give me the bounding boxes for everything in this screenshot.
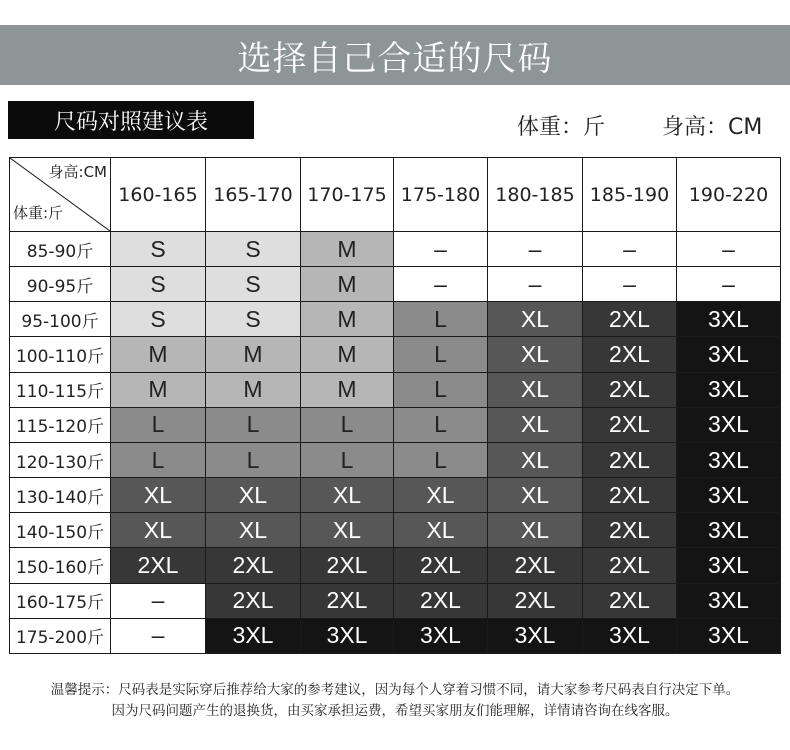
size-cell: 3XL bbox=[583, 618, 677, 653]
size-cell: M bbox=[301, 337, 394, 372]
size-cell: M bbox=[206, 337, 301, 372]
size-cell: XL bbox=[488, 337, 583, 372]
size-cell: 3XL bbox=[677, 302, 781, 337]
footnote bbox=[0, 680, 790, 722]
footnote-line-1: 温馨提示：尺码表是实际穿后推荐给大家的参考建议，因为每个人穿着习惯不同，请大家参考尺码表自行决定下单。 bbox=[50, 682, 740, 698]
size-cell: 2XL bbox=[206, 583, 301, 618]
size-cell: 2XL bbox=[301, 583, 394, 618]
size-cell: M bbox=[111, 337, 206, 372]
height-column-header: 160-165 bbox=[111, 158, 206, 232]
weight-row-header: 90-95斤 bbox=[10, 267, 111, 302]
weight-row-header: 85-90斤 bbox=[10, 232, 111, 267]
size-cell: – bbox=[488, 267, 583, 302]
table-row bbox=[10, 372, 781, 407]
size-cell: L bbox=[394, 372, 488, 407]
size-cell: S bbox=[206, 267, 301, 302]
height-column-header: 170-175 bbox=[301, 158, 394, 232]
size-cell: XL bbox=[488, 372, 583, 407]
weight-row-header: 160-175斤 bbox=[10, 583, 111, 618]
size-cell: – bbox=[111, 618, 206, 653]
size-cell: XL bbox=[488, 442, 583, 477]
height-column-header: 185-190 bbox=[583, 158, 677, 232]
size-cell: M bbox=[301, 232, 394, 267]
size-cell: 3XL bbox=[206, 618, 301, 653]
size-cell: L bbox=[394, 337, 488, 372]
size-cell: – bbox=[677, 267, 781, 302]
size-cell: – bbox=[394, 232, 488, 267]
table-row bbox=[10, 513, 781, 548]
size-cell: 2XL bbox=[488, 583, 583, 618]
weight-row-header: 115-120斤 bbox=[10, 407, 111, 442]
size-cell: 2XL bbox=[583, 407, 677, 442]
size-cell: – bbox=[111, 583, 206, 618]
size-cell: 3XL bbox=[488, 618, 583, 653]
size-cell: 3XL bbox=[677, 442, 781, 477]
size-cell: 3XL bbox=[677, 548, 781, 583]
size-cell: S bbox=[111, 302, 206, 337]
size-cell: 3XL bbox=[394, 618, 488, 653]
size-cell: 2XL bbox=[583, 442, 677, 477]
size-cell: 3XL bbox=[677, 618, 781, 653]
weight-row-header: 130-140斤 bbox=[10, 478, 111, 513]
size-cell: M bbox=[301, 372, 394, 407]
weight-unit-label: 体重：斤 bbox=[517, 115, 606, 140]
size-cell: 2XL bbox=[583, 583, 677, 618]
size-cell: XL bbox=[206, 478, 301, 513]
size-cell: 3XL bbox=[677, 583, 781, 618]
corner-header-cell bbox=[10, 158, 111, 232]
height-column-header: 175-180 bbox=[394, 158, 488, 232]
size-cell: 3XL bbox=[677, 513, 781, 548]
size-cell: 3XL bbox=[677, 372, 781, 407]
weight-row-header: 175-200斤 bbox=[10, 618, 111, 653]
size-cell: 2XL bbox=[583, 513, 677, 548]
size-cell: S bbox=[111, 232, 206, 267]
size-chart-table bbox=[9, 157, 781, 654]
size-cell: XL bbox=[111, 513, 206, 548]
banner-title: 选择自己合适的尺码 bbox=[237, 38, 553, 79]
footnote-line-2: 因为尺码问题产生的退换货，由买家承担运费，希望买家朋友们能理解，详情请咨询在线客服。 bbox=[111, 703, 679, 719]
size-cell: – bbox=[677, 232, 781, 267]
size-cell: L bbox=[206, 442, 301, 477]
size-cell: 3XL bbox=[677, 337, 781, 372]
table-row bbox=[10, 232, 781, 267]
size-cell: XL bbox=[488, 478, 583, 513]
weight-row-header: 120-130斤 bbox=[10, 442, 111, 477]
size-cell: – bbox=[583, 267, 677, 302]
size-cell: 2XL bbox=[488, 548, 583, 583]
size-cell: XL bbox=[301, 478, 394, 513]
size-cell: 2XL bbox=[583, 372, 677, 407]
size-cell: – bbox=[488, 232, 583, 267]
size-cell: XL bbox=[488, 302, 583, 337]
height-column-header: 180-185 bbox=[488, 158, 583, 232]
size-cell: L bbox=[394, 442, 488, 477]
size-cell: 2XL bbox=[583, 548, 677, 583]
size-cell: L bbox=[301, 442, 394, 477]
table-row bbox=[10, 583, 781, 618]
size-cell: L bbox=[111, 407, 206, 442]
height-column-header: 190-220 bbox=[677, 158, 781, 232]
size-cell: 3XL bbox=[677, 407, 781, 442]
table-row bbox=[10, 548, 781, 583]
size-cell: XL bbox=[394, 478, 488, 513]
corner-height-label: 身高:CM bbox=[48, 163, 107, 181]
size-cell: 2XL bbox=[394, 548, 488, 583]
size-chart-body bbox=[10, 232, 781, 654]
size-cell: L bbox=[301, 407, 394, 442]
size-cell: M bbox=[206, 372, 301, 407]
size-cell: 2XL bbox=[583, 478, 677, 513]
size-cell: 2XL bbox=[583, 302, 677, 337]
size-cell: 3XL bbox=[677, 478, 781, 513]
size-cell: M bbox=[301, 302, 394, 337]
table-row bbox=[10, 407, 781, 442]
size-cell: XL bbox=[488, 407, 583, 442]
header-row bbox=[10, 158, 781, 232]
size-cell: – bbox=[394, 267, 488, 302]
weight-row-header: 110-115斤 bbox=[10, 372, 111, 407]
size-cell: – bbox=[583, 232, 677, 267]
weight-row-header: 100-110斤 bbox=[10, 337, 111, 372]
size-cell: M bbox=[301, 267, 394, 302]
size-cell: 2XL bbox=[394, 583, 488, 618]
table-row bbox=[10, 478, 781, 513]
table-row bbox=[10, 442, 781, 477]
weight-row-header: 95-100斤 bbox=[10, 302, 111, 337]
size-cell: 2XL bbox=[301, 548, 394, 583]
size-cell: XL bbox=[206, 513, 301, 548]
weight-row-header: 140-150斤 bbox=[10, 513, 111, 548]
size-cell: 2XL bbox=[111, 548, 206, 583]
size-cell: L bbox=[206, 407, 301, 442]
size-cell: S bbox=[206, 232, 301, 267]
size-cell: 2XL bbox=[206, 548, 301, 583]
height-unit-label: 身高：CM bbox=[662, 115, 763, 140]
table-title-text: 尺码对照建议表 bbox=[53, 109, 208, 135]
corner-weight-label: 体重:斤 bbox=[13, 204, 64, 222]
table-title bbox=[8, 101, 254, 139]
size-cell: 2XL bbox=[583, 337, 677, 372]
table-row bbox=[10, 618, 781, 653]
page-banner bbox=[0, 25, 790, 85]
table-row bbox=[10, 302, 781, 337]
size-cell: L bbox=[394, 302, 488, 337]
table-row bbox=[10, 267, 781, 302]
size-cell: M bbox=[111, 372, 206, 407]
weight-row-header: 150-160斤 bbox=[10, 548, 111, 583]
size-cell: XL bbox=[111, 478, 206, 513]
size-cell: XL bbox=[301, 513, 394, 548]
table-row bbox=[10, 337, 781, 372]
size-cell: L bbox=[111, 442, 206, 477]
height-column-header: 165-170 bbox=[206, 158, 301, 232]
size-cell: 3XL bbox=[301, 618, 394, 653]
size-cell: L bbox=[394, 407, 488, 442]
size-cell: XL bbox=[488, 513, 583, 548]
size-cell: S bbox=[111, 267, 206, 302]
size-cell: XL bbox=[394, 513, 488, 548]
size-cell: S bbox=[206, 302, 301, 337]
